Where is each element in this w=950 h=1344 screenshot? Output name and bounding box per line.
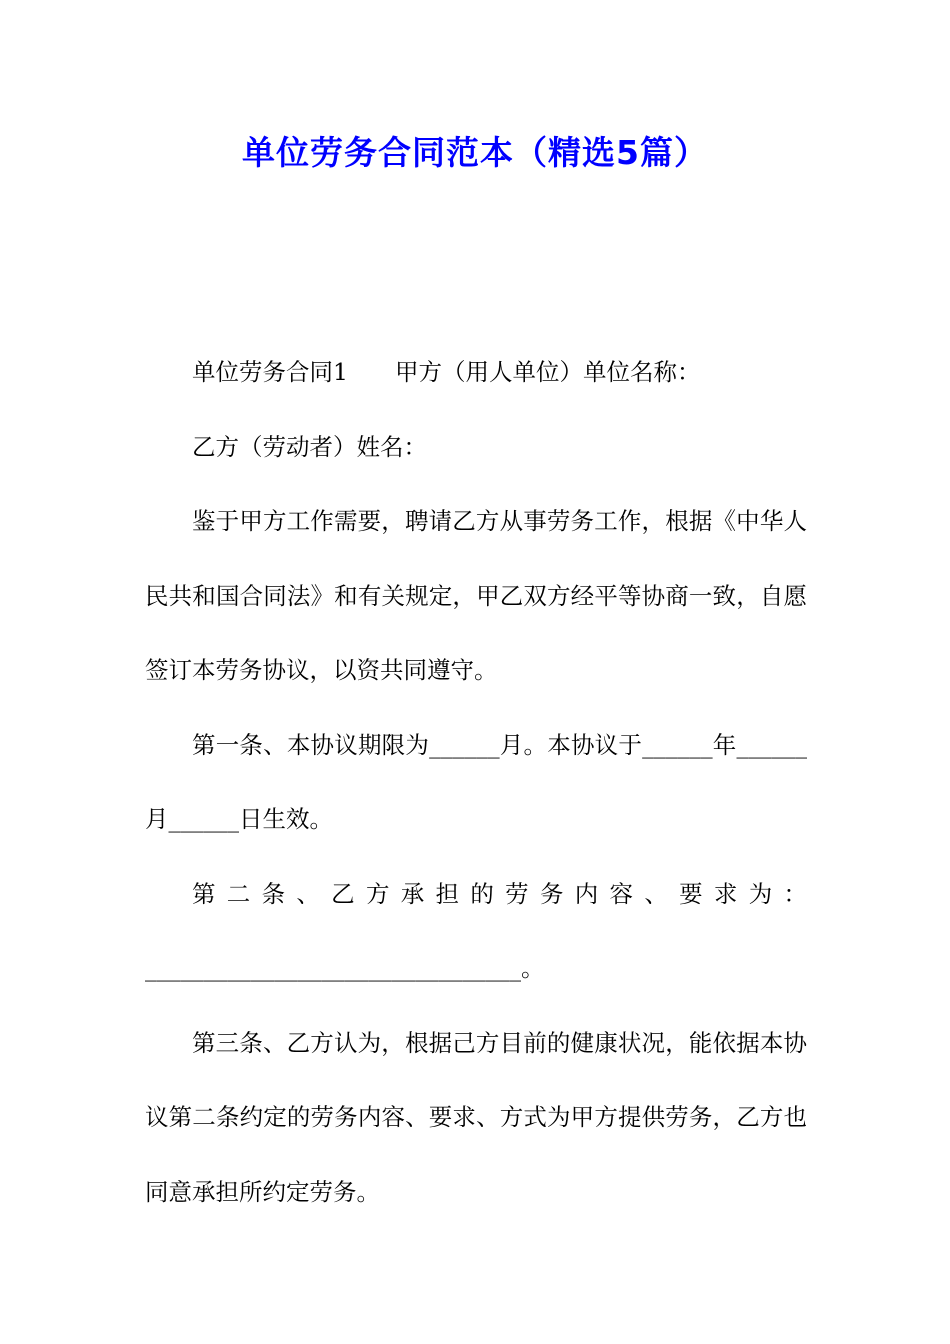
- paragraph-preamble: 鉴于甲方工作需要，聘请乙方从事劳务工作，根据《中华人民共和国合同法》和有关规定，甲乙双方经平等协商一致，自愿签订本劳务协议，以资共同遵守。: [145, 507, 807, 684]
- paragraph-party-a: 单位劳务合同1 甲方（用人单位）单位名称：: [192, 358, 701, 386]
- paragraph-party-b: 乙方（劳动者）姓名：: [192, 432, 427, 461]
- paragraph-article-1: 第一条、本协议期限为______月。本协议于______年______月______日生效。: [145, 730, 807, 833]
- document-title: 单位劳务合同范本（精选5篇）: [242, 133, 708, 172]
- paragraph-article-2: 第二条、乙方承担的劳务内容、要求为：________________________________。: [145, 879, 807, 982]
- document-body: [145, 335, 807, 1229]
- paragraph-article-3: 第三条、乙方认为，根据己方目前的健康状况，能依据本协议第二条约定的劳务内容、要求、方式为甲方提供劳务，乙方也同意承担所约定劳务。: [145, 1028, 807, 1206]
